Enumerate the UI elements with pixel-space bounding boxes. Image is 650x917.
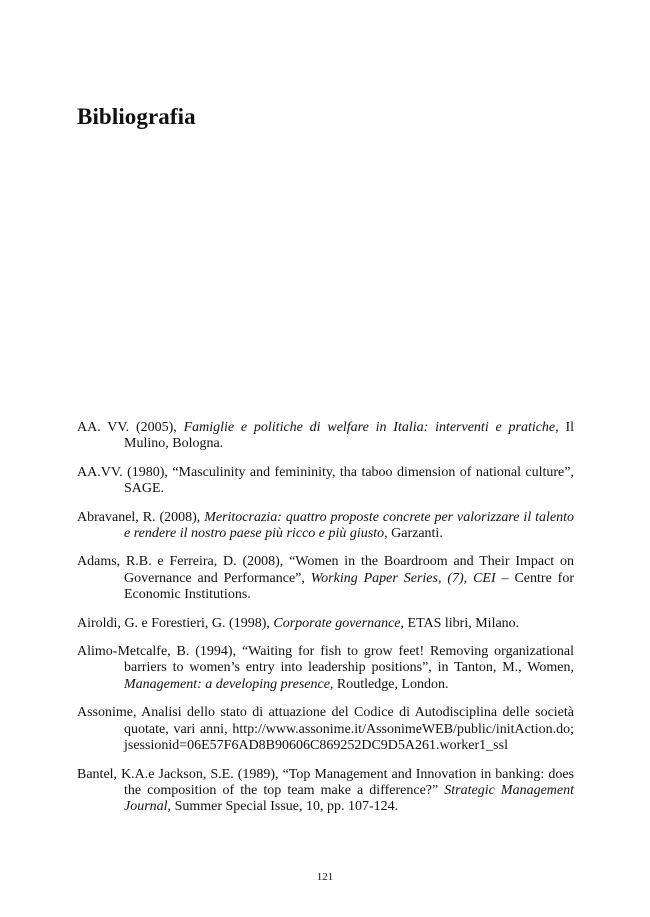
reference-text: Il Mulino, Bologna. [124, 420, 574, 452]
reference-text: Airoldi, G. e Forestieri, G. (1998), [77, 615, 274, 631]
reference-entry [77, 616, 574, 632]
reference-title: Working Paper Series, (7), CEI [310, 570, 496, 586]
bibliography-list [77, 420, 574, 828]
reference-title: Corporate governance [273, 615, 401, 631]
reference-entry [77, 705, 574, 754]
reference-title: Famiglie e politiche di welfare in Italia: interventi e pratiche, [183, 420, 559, 435]
reference-text: Alimo-Metcalfe, B. (1994), “Waiting for fish to grow feet! Removing organizational barriers to women’s entry into leadership positions”, in Tanton, M., Women, [77, 644, 574, 676]
reference-text: , ETAS libri, Milano. [400, 615, 520, 631]
reference-entry [77, 644, 574, 693]
reference-text: Bantel, K.A.e Jackson, S.E. (1989), “Top Management and Innovation in banking: does the composition of the top team make a difference?” [77, 766, 574, 798]
reference-url: http://www.assonime.it/AssonimeWEB/public/initAction.do;jsessionid=06E57F6AD8B90606C869252DC9D5A261.worker1_ssl [124, 721, 574, 754]
reference-text: Assonime, Analisi dello stato di attuazione del Codice di Autodisciplina delle società quotate, vari anni, [77, 705, 574, 737]
chapter-title: Bibliografia [77, 104, 196, 129]
reference-title: Management: a developing presence [124, 676, 330, 692]
reference-text: Abravanel, R. (2008), [77, 509, 205, 525]
reference-title: Meritocrazia: quattro proposte concrete per valorizzare il talento e rendere il nostro paese più ricco e più giusto [124, 509, 575, 542]
reference-entry [77, 465, 574, 498]
reference-text: , Routledge, London. [329, 676, 449, 692]
reference-text: AA.VV. (1980), “Masculinity and femininity, tha taboo dimension of national culture”, SAGE. [77, 464, 574, 497]
page-number: 121 [316, 871, 334, 883]
reference-entry [77, 420, 574, 453]
reference-text: Summer Special Issue, 10, pp. 107-124. [171, 799, 399, 815]
reference-text: , Garzanti. [384, 526, 443, 542]
reference-entry [77, 510, 574, 543]
reference-text: AA. VV. (2005), [77, 420, 184, 435]
reference-text: Adams, R.B. e Ferreira, D. (2008), “Women in the Boardroom and Their Impact on Governance and Performance”, [77, 554, 574, 586]
reference-title: Strategic Management Journal, [124, 782, 575, 815]
reference-entry [77, 554, 574, 603]
reference-text: – Centre for Economic Institutions. [124, 570, 575, 603]
reference-entry [77, 767, 574, 816]
